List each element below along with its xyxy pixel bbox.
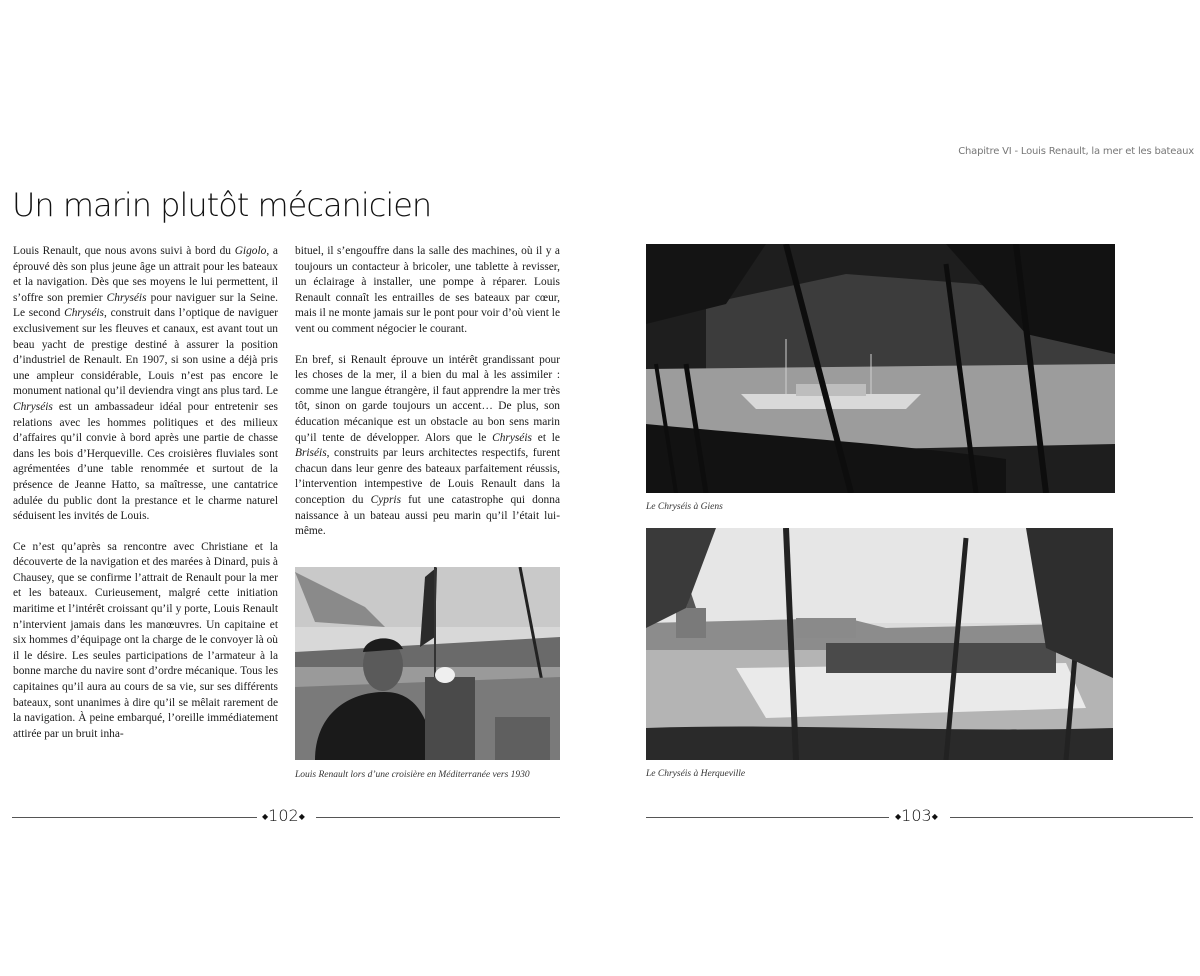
- page-number: ◆103◆: [895, 806, 938, 825]
- photo-caption: Louis Renault lors d’une croisière en Méditerranée vers 1930: [295, 770, 530, 780]
- paragraph: Louis Renault, que nous avons suivi à bord du Gigolo, a éprouvé dès son plus jeune âge un attrait pour les bateaux et la navigation. Dès que ses moyens le lui permettent, il s’offre son premier Chryséis pour naviguer sur la Seine. Le second Chryséis, construit dans l’optique de naviguer exclusivement sur les fleuves et canaux, est avant tout un beau yacht de prestige destiné à assurer la position d’industriel de Renault. En 1907, si son usine a déjà pris une ampleur considérable, Louis n’est pas encore le monument national qu’il deviendra vingt ans plus tard. Le Chryséis est un ambassadeur idéal pour entretenir ses relations avec les hommes politiques et des milieux d’affaires qu’il convie à bord après une partie de chasse dans les bois d’Herqueville. Ces croisières fluviales sont agrémentées d’une table renommée et surtout de la présence de Jeanne Hatto, sa maîtresse, une cantatrice adulée du public dont la prestance et le charme naturel séduisent les invités de Louis.: [13, 245, 278, 523]
- photo-caption: Le Chryséis à Herqueville: [646, 769, 746, 779]
- photo-caption: Le Chryséis à Giens: [646, 502, 723, 512]
- photo-chryseis-giens: [646, 244, 1115, 493]
- folio-rule-right: [316, 817, 560, 818]
- folio-rule-left: [12, 817, 257, 818]
- paragraph: Ce n’est qu’après sa rencontre avec Christiane et la découverte de la navigation et des marées à Dinard, puis à Chausey, que se confirme l’attrait de Renault pour la mer et les bateaux. Curieusement, malgré cette initiation maritime et l’intérêt croissant qu’il y porte, Louis Renault n’intervient jamais dans les manœuvres. Un capitaine et six hommes d’équipage ont la charge de le convoyer là où il le désire. Les seules participations de l’armateur à la bonne marche du navire sont d’ordre mécanique. Tous les capitaines qu’il aura au cours de sa vie, sur ses différents bateaux, sont unanimes à dire qu’il se mêlait rarement de la navigation. À peine embarqué, l’oreille immédiatement attirée par un bruit inha-: [13, 540, 278, 740]
- page-number: ◆102◆: [262, 806, 305, 825]
- photo-louis-renault-cruise: [295, 567, 560, 760]
- folio-rule-left: [646, 817, 889, 818]
- text-column-1: [13, 244, 278, 742]
- text-column-2: [295, 244, 560, 540]
- paragraph: En bref, si Renault éprouve un intérêt grandissant pour les choses de la mer, il a bien du mal à les assimiler : comme une langue étrangère, il faut apprendre la mer très tôt, sinon on garde toujours un accent… De plus, son éducation mécanique est un obstacle au bon sens marin qu’il tente de développer. Alors que le Chryséis et le Briséis, construits par leurs architectes respectifs, furent chacun dans leur genre des bateaux parfaitement réussis, l’intervention intempestive de Louis Renault dans la conception du Cypris fut une catastrophe qui donna naissance à un bateau aussi peu marin qu’il l’était lui-même.: [295, 353, 560, 538]
- photo-chryseis-herqueville: [646, 528, 1113, 760]
- paragraph: bituel, il s’engouffre dans la salle des machines, où il y a toujours un contacteur à bricoler, une tablette à revisser, un éclairage à installer, une pompe à réparer. Louis Renault connaît les entrailles de ses bateaux par cœur, mais il ne monte jamais sur le pont pour voir d’où vient le vent ou comment négocier le courant.: [295, 245, 560, 335]
- page-title: Un marin plutôt mécanicien: [12, 186, 432, 224]
- running-head: Chapitre VI - Louis Renault, la mer et les bateaux: [958, 146, 1194, 157]
- folio-rule-right: [950, 817, 1193, 818]
